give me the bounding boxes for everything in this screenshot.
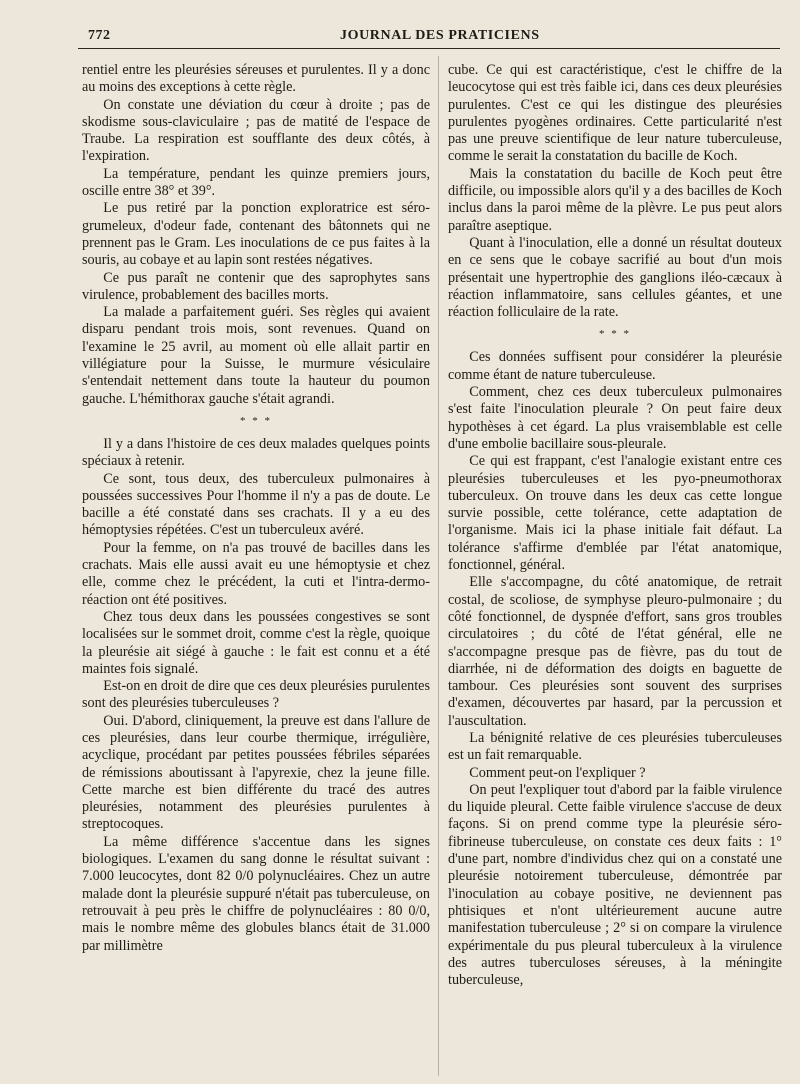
paragraph: Ce qui est frappant, c'est l'analogie existant entre ces pleurésies tuberculeuses et les pyo-pneumothorax tuberculeux. On trouve dans les deux cas cette longue survie possible, cette tolérance, cette adaptation de l'organisme. Mais ici la phase initiale fait défaut. La tolérance s'affirme d'emblée par l'état anatomique, fonctionnel, général. [448, 453, 782, 574]
paragraph: La bénignité relative de ces pleurésies tuberculeuses est un fait remarquable. [448, 729, 782, 764]
section-separator: * * * [240, 414, 272, 427]
paragraph: Est-on en droit de dire que ces deux pleurésies purulentes sont des pleurésies tuberculeuses ? [82, 678, 430, 712]
paragraph: Ce pus paraît ne contenir que des saprophytes sans virulence, probablement des bacilles morts. [82, 269, 430, 303]
page-header [88, 24, 778, 48]
paragraph: La même différence s'accentue dans les signes biologiques. L'examen du sang donne le résultat suivant : 7.000 leucocytes, dont 82 0/0 polynucléaires. Chez un autre malade dont la pleurésie suppuré n'était pas tuberculeuse, on retrouvait à peu près le chiffre de polynucléaires : 80 0/0, mais le nombre même des globules blancs était de 31.000 par millimètre [82, 833, 430, 954]
paragraph: Mais la constatation du bacille de Koch peut être difficile, ou impossible alors qu'il y a des bacilles de Koch inclus dans la paroi même de la plèvre. Le pus peut alors paraître aseptique. [448, 165, 782, 234]
journal-title: JOURNAL DES PRATICIENS [340, 28, 540, 43]
paragraph: Le pus retiré par la ponction exploratrice est séro-grumeleux, d'odeur fade, contenant des bâtonnets qui ne prennent pas le Gram. Les inoculations de ce pus faites à la souris, au cobaye et au lapin sont restées négatives. [82, 200, 430, 269]
section-separator: * * * [599, 328, 631, 341]
paragraph: Ce sont, tous deux, des tuberculeux pulmonaires à poussées successives Pour l'homme il n'y a pas de doute. Le bacille a été constaté dans ses crachats. Il y a eu des hémoptysies répétées. C'est un tuberculeux avéré. [82, 470, 430, 539]
paragraph: Quant à l'inoculation, elle a donné un résultat douteux en ce sens que le cobaye sacrifié au bout d'un mois présentait une hypertrophie des ganglions iléo-cæcaux à réaction inflammatoire, sans cellules géantes, et une réaction folliculaire de la rate. [448, 234, 782, 321]
paragraph: rentiel entre les pleurésies séreuses et purulentes. Il y a donc au moins des exceptions à cette règle. [82, 62, 430, 96]
header-rule [78, 48, 780, 49]
paragraph: Comment, chez ces deux tuberculeux pulmonaires s'est faite l'inoculation pleurale ? On peut faire deux hypothèses à cet égard. La plus vraisemblable est celle d'une embolie bacillaire sous-pleurale. [448, 384, 782, 452]
paragraph: Il y a dans l'histoire de ces deux malades quelques points spéciaux à retenir. [82, 435, 430, 470]
paragraph: Elle s'accompagne, du côté anatomique, de retrait costal, de scoliose, de symphyse pleuro-pulmonaire ; du côté fonctionnel, de dyspnée d'effort, sans gros troubles circulatoires ; du côté de l'état général, elle ne s'accompagne presque pas de fièvre, pas du tout de diarrhée, ni de déformation des doigts en baguette de tambour. Ces pleurésies sont souvent des surprises d'examen, découvertes par hasard, par la percussion et l'auscultation. [448, 574, 782, 729]
paragraph: Comment peut-on l'expliquer ? [469, 764, 646, 781]
right-column [448, 62, 782, 1072]
paragraph: On peut l'expliquer tout d'abord par la faible virulence du liquide pleural. Cette faible virulence s'accuse de deux façons. Si on prend comme type la pleurésie séro-fibrineuse tuberculeuse, on constate ces deux faits : 1° d'une part, nombre d'individus chez qui on a constaté une pleurésie notoirement tuberculeuse, démontrée par l'inoculation au cobaye positive, ne deviennent pas phtisiques et n'ont ultérieurement aucune autre manifestation tuberculeuse ; 2° si on compare la virulence expérimentale du pus pleural tuberculeux à la virulence des autres tuberculoses séreuses, à la méningite tuberculeuse, [448, 781, 782, 989]
paragraph: Oui. D'abord, cliniquement, la preuve est dans l'allure de ces pleurésies, dans leur courbe thermique, irrégulière, acyclique, procédant par petites poussées fébriles séparées de rémissions aboutissant à l'apyrexie, chez la jeune fille. Cette marche est bien différente du tracé des autres pleurésies, notamment des pleurésies purulentes à streptocoques. [82, 712, 430, 833]
paragraph: cube. Ce qui est caractéristique, c'est le chiffre de la leucocytose qui est très faible ici, dans ces deux pleurésies purulentes. C'est ce qui les distingue des pleurésies purulentes pyogènes ordinaires. Cette particularité n'est pas une preuve scientifique de leur nature tuberculeuse, comme le serait la constatation du bacille de Koch. [448, 62, 782, 165]
left-column [82, 62, 430, 1072]
paragraph: La température, pendant les quinze premiers jours, oscille entre 38° et 39°. [82, 165, 430, 200]
paragraph: La malade a parfaitement guéri. Ses règles qui avaient disparu pendant trois mois, sont revenues. Quand on l'examine le 25 avril, au moment où elle allait partir en villégiature pour la Suisse, le murmure vésiculaire s'entendait nettement dans toute la hauteur du poumon gauche. L'hémithorax gauche s'était agrandi. [82, 304, 430, 407]
paragraph: Chez tous deux dans les poussées congestives se sont localisées sur le sommet droit, comme c'est la règle, quoique la pleurésie ait siégé à gauche : le fait est connu et a été maintes fois signalé. [82, 608, 430, 677]
paragraph: Pour la femme, on n'a pas trouvé de bacilles dans les crachats. Mais elle aussi avait eu une hémoptysie et chez elle, comme chez le précédent, la cuti et l'intra-dermo-réaction ont été positives. [82, 539, 430, 608]
page-number: 772 [88, 28, 111, 43]
paragraph: Ces données suffisent pour considérer la pleurésie comme étant de nature tuberculeuse. [448, 349, 782, 383]
paragraph: On constate une déviation du cœur à droite ; pas de skodisme sous-claviculaire ; pas de matité de l'espace de Traube. La respiration est soufflante des deux côtés, à l'expiration. [82, 96, 430, 165]
column-divider [438, 56, 439, 1076]
